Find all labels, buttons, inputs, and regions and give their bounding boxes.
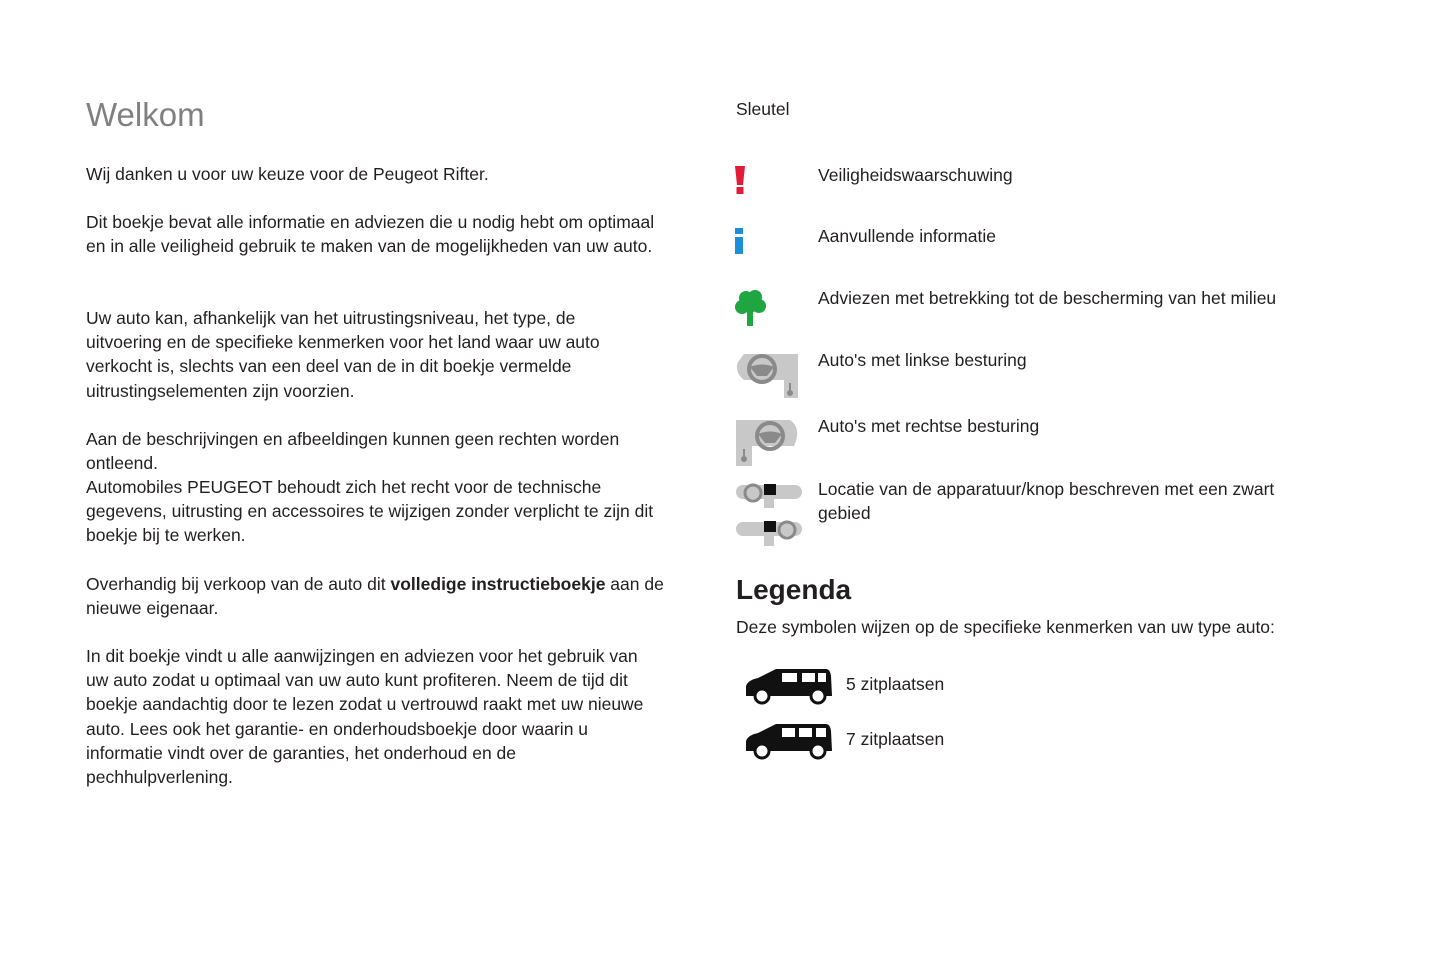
key-item-text: Locatie van de apparatuur/knop beschreven met een zwart gebied (818, 479, 1275, 524)
key-item-text: Veiligheidswaarschuwing (818, 165, 1013, 185)
bold-text: volledige instructieboekje (390, 574, 606, 594)
key-item-text: Auto's met rechtse besturing (818, 416, 1040, 436)
paragraph-handover (86, 572, 686, 620)
right-hand-drive-icon (734, 416, 804, 468)
van-5-seats-icon (744, 666, 834, 706)
text: aan de nieuwe eigenaar. (86, 574, 664, 619)
paragraph: Uw auto kan, afhankelijk van het uitrustingsniveau, het type, de uitvoering en de specifieke kenmerken voor het land waar uw auto verkocht is, slechts van een deel van de in dit boekje vermelde uitrustingselementen zijn voorzien. (86, 308, 600, 401)
paragraph: Wij danken u voor uw keuze voor de Peugeot Rifter. (86, 164, 489, 184)
key-item-text: Adviezen met betrekking tot de bescherming van het milieu (818, 288, 1277, 308)
page-title: Welkom (86, 96, 205, 133)
paragraph: Automobiles PEUGEOT behoudt zich het recht voor de technische gegevens, uitrusting en accessoires te wijzigen zonder verplicht te zijn dit boekje bij te werken. (86, 477, 654, 546)
legend-item-text: 5 zitplaatsen (846, 674, 945, 694)
warning-exclamation-icon (734, 166, 804, 196)
key-item-text: Auto's met linkse besturing (818, 350, 1027, 370)
control-location-icon (734, 480, 804, 550)
legend-title: Legenda (736, 574, 852, 605)
info-icon (734, 228, 804, 258)
left-hand-drive-icon (734, 350, 804, 400)
paragraph: Aan de beschrijvingen en afbeeldingen kunnen geen rechten worden ontleend. (86, 429, 620, 474)
paragraph: In dit boekje vindt u alle aanwijzingen en adviezen voor het gebruik van uw auto zodat u optimaal van uw auto kunt profiteren. Neem de tijd dit boekje aandachtig door te lezen zodat u vertrouwd raakt met uw nieuwe auto. Lees ook het garantie- en onderhoudsboekje door waarin u informatie vindt over de garanties, het onderhoud en de pechhulpverlening. (86, 646, 644, 788)
tree-icon (734, 288, 804, 328)
legend-item-text: 7 zitplaatsen (846, 729, 945, 749)
key-title: Sleutel (736, 99, 790, 119)
legend-subtitle: Deze symbolen wijzen op de specifieke kenmerken van uw type auto: (736, 617, 1275, 637)
van-7-seats-icon (744, 721, 834, 761)
text: Overhandig bij verkoop van de auto dit (86, 574, 391, 594)
paragraph: Dit boekje bevat alle informatie en adviezen die u nodig hebt om optimaal en in alle veiligheid gebruik te maken van de mogelijkheden van uw auto. (86, 212, 655, 257)
key-item-text: Aanvullende informatie (818, 226, 997, 246)
